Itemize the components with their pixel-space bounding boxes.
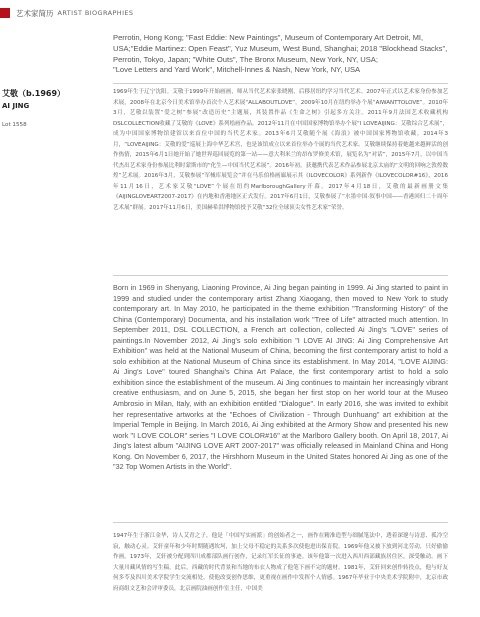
section-header — [0, 6, 133, 20]
biography-en: Born in 1969 in Shenyang, Liaoning Province, Ai Jing began painting in 1999. Ai Jing started to paint in 1999 and studied under the contemporary artist Zhang Xiaogang, then moved to New York to study contemporary art. In May 2010, he participated in the theme exhibition "Transforming History" of the China (Contemporary) Documenta, and his installation work "Tree of Life" attracted much attention. In September 2011, DSL COLLECTION, a French art collection, collected Ai Jing's "LOVE" series of paintings.In November 2012, Ai Jing's solo exhibition "I LOVE AI JING: Ai Jing Comprehensive Art Exhibition" was held at the National Museum of China, becoming the first contemporary artist to hold a solo exhibition at the National Museum of China since its establishment. In May 2014, "LOVE AIJING: Ai Jing's Love" toured Shanghai's China Art Palace, the first contemporary artist to hold a solo exhibition since the establishment of the museum. Ai Jing continues to maintain her increasingly vibrant creative enthusiasm, and on June 5, 2015, she began her first stop on her world tour at the Museo Ambrosio in Milan, Italy, with an exhibition entitled "Dialogue". In early 2016, she was invited to exhibit her representative artworks at the "Echoes of Civilization - Through Dunhuang" art exhibition at the Imperial Temple in Beijing. In March 2016, Ai Jing exhibited at the Armory Show and presented his new work "I LOVE COLOR" series "I LOVE COLOR#16" at the Marlboro Gallery booth. On April 18, 2017, Ai Jing's latest album "AIJING LOVE ART 2007-2017" was officially released in Mainland China and Hong Kong. On November 6, 2017, the Hirshhorn Museum in the United States honored Ai Jing as one of the "32 Top Women Artists in the World". — [113, 283, 448, 472]
section-title-zh: 艺术家简历 — [16, 8, 54, 18]
artist-sidebar — [2, 88, 102, 128]
section-title-en: ARTIST BIOGRAPHIES — [57, 9, 134, 17]
divider — [113, 83, 448, 84]
exhibition-line: "Love Letters and Yard Work", Mitchell-Innes & Nash, New York, NY, USA — [113, 65, 361, 75]
lot-number: Lot 1558 — [2, 122, 27, 128]
artist-name-zh: 艾敬（b.1969） — [2, 89, 66, 98]
exhibition-line: Perrotin, Hong Kong; "Fast Eddie: New Paintings", Museum of Contemporary Art Detroit, MI, USA;"Eddie Martinez: Open Feast", Yuz Museum, West Bund, Shanghai; 2018 "Blockhead Stacks", Perrotin, Tokyo, Japan; "White Outs", The Bronx Museum, New York, NY, USA; — [113, 33, 448, 64]
exhibitions-continued — [113, 33, 448, 76]
red-square-icon — [0, 8, 10, 18]
biography-zh: 1969年生于辽宁沈阳。艾敬于1999年开始画画，师从当代艺术家张晓刚，后移居纽约学习当代艺术。2007年正式以艺术家身份参加艺术展，2008年在北京今日美术馆举办首次个人艺术展“ALLABOUTLOVE”，2009年10月在纽约举办个展“AIWANTTOLOVE”。2010年3月，艺敬以装置“爱之树”参展“改造历史”主题展，其装置作品《生命之树》引起多方关注。2011年9月法国艺术收藏机构DSLCOLLECTION收藏了艾敬的《LOVE》系列绘画作品。2012年11月在中国国家博物馆举办个展“I LOVEAIJING：艾敬综合艺术展”，成为中国国家博物馆建馆以来首位中国的当代艺术家。2013年6月艾敬随个展《海浪》被中国国家博物馆收藏。2014年3月，“LOVEAIJING：艾敬的爱”巡展上海中华艺术宫，也是该馆成立以来首位举办个展的当代艺术家。艾敬继续保持着她越来越鲜活的创作热情，2015年6月1日她开始了她世界巡回展览的第一站——意大利米兰的昂布罗修美术馆，展览名为“对话”，2015年7月，以中国当代杰出艺术家身份参展比利时蒙斯市的“化生—中国当代艺术展”。2016年初，获邀携代表艺术作品参展北京太庙的“文明的回响之敦煌数煌”艺术展。2016年3月，艾敬参展“军械库展览会”并在马乐伯格画廊展示其《ILOVECOLOR》系列新作《ILOVECOLOR#16》，2016年11月16日，艺术家艾敬“LOVE”个展在纽约MarlboroughGallery开幕。2017年4月18日，艾敬的最新画册文集《AIJINGLOVEART2007-2017》在内地和香港地区正式发行。2017年6月1日，艾敬参展了“水墨中国·叙事中国——香港回归二十周年艺术展”群展。2017年11月6日，美国赫希洪博物馆授予艾敬“32位全球顶尖女性艺术家”荣誉。 — [113, 89, 448, 212]
divider — [113, 275, 448, 276]
commentary-zh: 1947年生于浙江金华，诗人艾青之子，他是「中国写实画派」的创始者之一，画作在精准造型与细腻笔法中，透着深邃与诗意、孤冷空寂，触动心灵。艾轩童年和少年时期随遇坎坷，加上父母不稳定的关系多次使他进出保育院。1969年他又被下放到河北劳动，只好偷偷作画。1973年，艾轩被分配到四川成都部队画行创作，记录红军长征的事迹。该年他第一次进入西川西部藏族居住区，深受触动。画下大量川藏风情的写生稿。此后，西藏的时代背景和当地的布衣人物成了他笔下画不完的题材。1981年，艾轩回来创作转投点，他与好友何多苓及四川美术学院学生交流相处，使他改变创作思维，更重视在画作中发挥个人情感。1967年毕业于中央美术学院附中，北京市政府商组文艺和会评审委员，北京画院油画创作室主任，中国美 — [113, 533, 448, 592]
divider — [113, 522, 448, 523]
artist-name-en: AI JING — [2, 102, 30, 110]
